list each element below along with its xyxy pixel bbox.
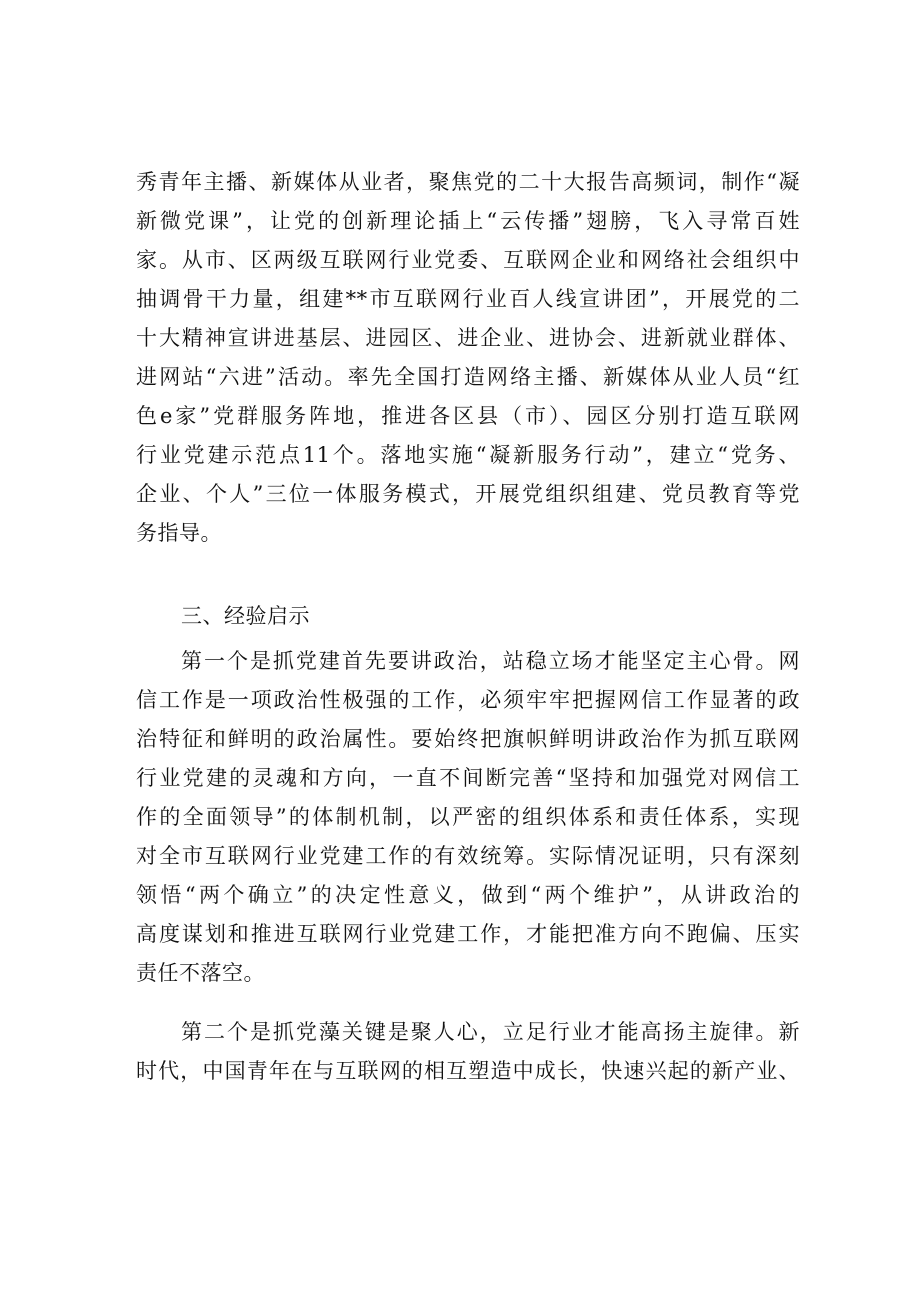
paragraph-line: 责任不落空。 [136, 961, 265, 985]
paragraph-line: 领悟“两个确立”的决定性意义，做到“两个维护”，从讲政治的 [136, 883, 800, 907]
paragraph-line: 务指导。 [136, 521, 222, 545]
paragraph-line: 行业党建示范点11个。落地实施“凝新服务行动”，建立“党务、 [136, 443, 800, 467]
paragraph-line: 高度谋划和推进互联网行业党建工作，才能把准方向不跑偏、压实 [136, 922, 800, 946]
paragraph-1 [136, 163, 800, 553]
paragraph-line: 企业、个人”三位一体服务模式，开展党组织组建、党员教育等党 [136, 482, 800, 506]
paragraph-line: 新微党课”，让党的创新理论插上“云传播”翅膀，飞入寻常百姓 [136, 209, 800, 233]
paragraph-line: 时代，中国青年在与互联网的相互塑造中成长，快速兴起的新产业、 [136, 1059, 800, 1083]
paragraph-line: 信工作是一项政治性极强的工作，必须牢牢把握网信工作显著的政 [136, 688, 800, 712]
paragraph-line: 十大精神宣讲进基层、进园区、进企业、进协会、进新就业群体、 [136, 326, 800, 350]
paragraph-line: 秀青年主播、新媒体从业者，聚焦党的二十大报告高频词，制作“凝 [136, 170, 800, 194]
paragraph-line: 抽调骨干力量，组建**市互联网行业百人线宣讲团”，开展党的二 [136, 287, 800, 311]
paragraph-3 [136, 1013, 800, 1091]
paragraph-line: 对全市互联网行业党建工作的有效统筹。实际情况证明，只有深刻 [136, 844, 800, 868]
paragraph-line: 行业党建的灵魂和方向，一直不间断完善“坚持和加强党对网信工 [136, 766, 800, 790]
paragraph-2 [136, 642, 800, 993]
paragraph-line: 治特征和鲜明的政治属性。要始终把旗帜鲜明讲政治作为抓互联网 [136, 727, 800, 751]
paragraph-line: 进网站“六进”活动。率先全国打造网络主播、新媒体从业人员“红 [136, 365, 800, 389]
paragraph-line: 作的全面领导”的体制机制，以严密的组织体系和责任体系，实现 [136, 805, 800, 829]
paragraph-line: 家。从市、区两级互联网行业党委、互联网企业和网络社会组织中 [136, 248, 800, 272]
section-heading: 三、经验启示 [181, 604, 310, 628]
paragraph-line: 第二个是抓党藻关键是聚人心，立足行业才能高扬主旋律。新 [181, 1020, 800, 1044]
paragraph-line: 色e家”党群服务阵地，推进各区县（市）、园区分别打造互联网 [136, 404, 800, 428]
paragraph-line: 第一个是抓党建首先要讲政治，站稳立场才能坚定主心骨。网 [181, 649, 800, 673]
